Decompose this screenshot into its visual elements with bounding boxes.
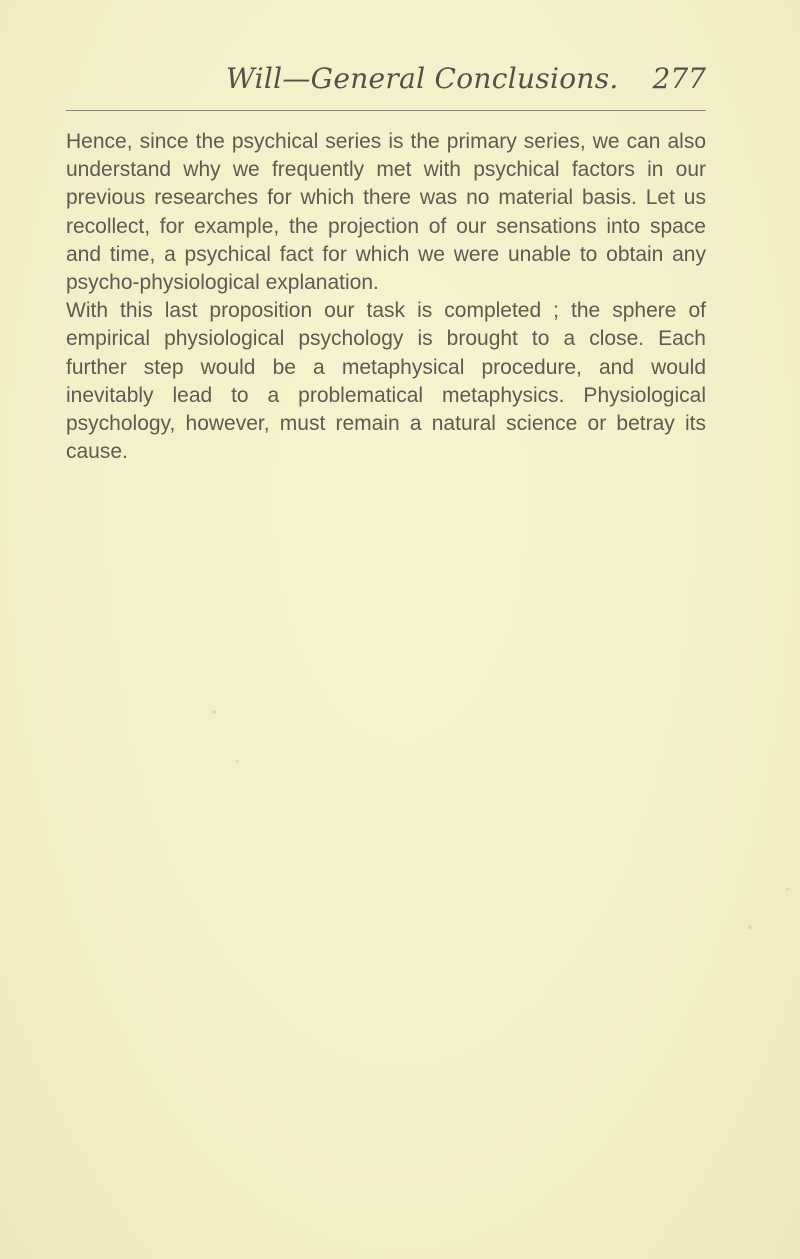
paper-speck — [236, 760, 239, 763]
page-number: 277 — [652, 62, 706, 95]
paragraph-2: With this last proposition our task is completed ; the sphere of empirical physiological psychology is brought to a close. Each further step would be a metaphysical procedure, and would inevitably lead to a problematical metaphysics. Physiological psychology, however, must remain a natural science or betray its cause. — [66, 299, 706, 464]
paper-speck — [786, 888, 789, 891]
header-rule — [66, 110, 706, 111]
paper-speck — [748, 925, 752, 929]
paragraph-1: Hence, since the psychical series is the primary series, we can also understand why we frequently met with psychical factors in our previous researches for which there was no material basis. Let us recollect, for example, the projection of our sensations into space and time, a psychical fact for which we were unable to obtain any psycho-physiological explanation. — [66, 130, 706, 295]
running-head — [66, 62, 706, 102]
running-title: Will—General Conclusions. — [226, 62, 619, 95]
body-text — [66, 128, 706, 466]
paper-speck — [212, 710, 216, 714]
